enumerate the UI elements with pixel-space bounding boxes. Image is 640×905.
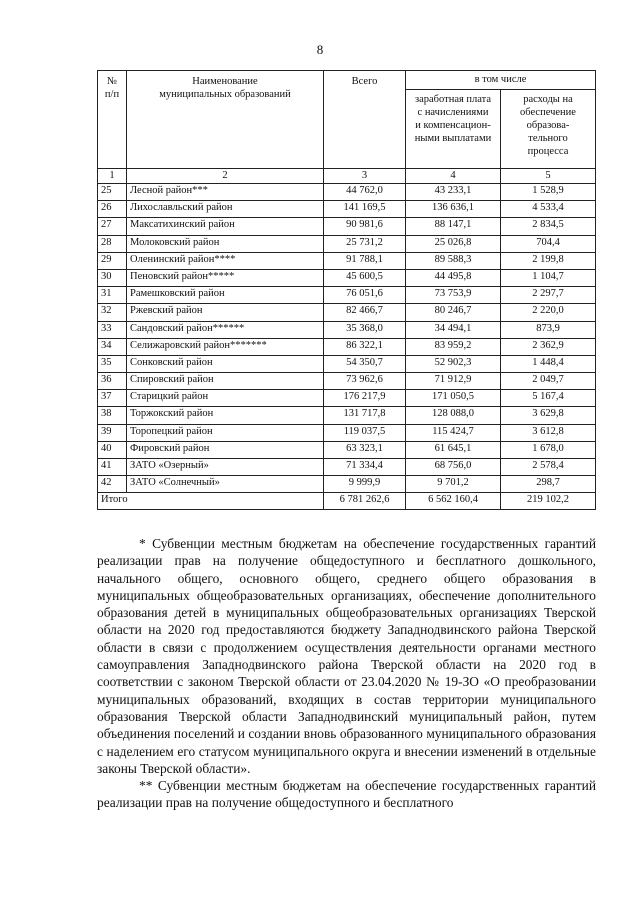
total-value: 54 350,7 xyxy=(324,355,406,372)
total-value: 73 962,6 xyxy=(324,373,406,390)
salary-value: 171 050,5 xyxy=(406,390,501,407)
total-value: 76 051,6 xyxy=(324,287,406,304)
row-number: 29 xyxy=(98,252,127,269)
column-index-row xyxy=(98,169,596,184)
total-value: 35 368,0 xyxy=(324,321,406,338)
expenses-value: 3 612,8 xyxy=(501,424,596,441)
grand-total-value: 6 781 262,6 xyxy=(324,493,406,510)
row-number: 40 xyxy=(98,441,127,458)
expenses-value: 298,7 xyxy=(501,476,596,493)
expenses-value: 2 297,7 xyxy=(501,287,596,304)
salary-value: 25 026,8 xyxy=(406,235,501,252)
total-value: 9 999,9 xyxy=(324,476,406,493)
salary-value: 68 756,0 xyxy=(406,459,501,476)
expenses-value: 704,4 xyxy=(501,235,596,252)
total-value: 176 217,9 xyxy=(324,390,406,407)
salary-value: 71 912,9 xyxy=(406,373,501,390)
table-row xyxy=(98,287,596,304)
table-row xyxy=(98,252,596,269)
row-number: 38 xyxy=(98,407,127,424)
district-name: Сонковский район xyxy=(127,355,324,372)
total-value: 131 717,8 xyxy=(324,407,406,424)
table-row xyxy=(98,235,596,252)
district-name: Лихославльский район xyxy=(127,201,324,218)
district-name: Сандовский район****** xyxy=(127,321,324,338)
table-row xyxy=(98,373,596,390)
col-index: 4 xyxy=(406,169,501,184)
row-number: 36 xyxy=(98,373,127,390)
salary-value: 43 233,1 xyxy=(406,184,501,201)
district-name: Молоковский район xyxy=(127,235,324,252)
expenses-value: 2 049,7 xyxy=(501,373,596,390)
total-value: 119 037,5 xyxy=(324,424,406,441)
table-row xyxy=(98,321,596,338)
salary-value: 88 147,1 xyxy=(406,218,501,235)
table-row xyxy=(98,441,596,458)
expenses-value: 2 362,9 xyxy=(501,338,596,355)
row-number: 39 xyxy=(98,424,127,441)
header-num: № п/п xyxy=(98,71,127,169)
total-value: 91 788,1 xyxy=(324,252,406,269)
header-salary: заработная плата с начислениями и компенсацион- ными выплатами xyxy=(406,90,501,169)
row-number: 25 xyxy=(98,184,127,201)
salary-value: 80 246,7 xyxy=(406,304,501,321)
expenses-value: 2 834,5 xyxy=(501,218,596,235)
district-name: Спировский район xyxy=(127,373,324,390)
district-name: Ржевский район xyxy=(127,304,324,321)
table-row xyxy=(98,269,596,286)
total-value: 25 731,2 xyxy=(324,235,406,252)
district-name: ЗАТО «Озерный» xyxy=(127,459,324,476)
expenses-value: 5 167,4 xyxy=(501,390,596,407)
salary-value: 44 495,8 xyxy=(406,269,501,286)
district-name: Фировский район xyxy=(127,441,324,458)
total-value: 44 762,0 xyxy=(324,184,406,201)
salary-value: 9 701,2 xyxy=(406,476,501,493)
district-name: Торопецкий район xyxy=(127,424,324,441)
row-number: 34 xyxy=(98,338,127,355)
total-value: 82 466,7 xyxy=(324,304,406,321)
table-row xyxy=(98,355,596,372)
col-index: 5 xyxy=(501,169,596,184)
table-row xyxy=(98,476,596,493)
footnotes xyxy=(97,535,596,812)
district-name: Максатихинский район xyxy=(127,218,324,235)
salary-value: 34 494,1 xyxy=(406,321,501,338)
row-number: 32 xyxy=(98,304,127,321)
table-row xyxy=(98,304,596,321)
expenses-value: 2 220,0 xyxy=(501,304,596,321)
district-name: ЗАТО «Солнечный» xyxy=(127,476,324,493)
row-number: 42 xyxy=(98,476,127,493)
page-number: 8 xyxy=(316,42,324,57)
table-row xyxy=(98,338,596,355)
salary-value: 115 424,7 xyxy=(406,424,501,441)
expenses-value: 4 533,4 xyxy=(501,201,596,218)
row-number: 26 xyxy=(98,201,127,218)
district-name: Пеновский район***** xyxy=(127,269,324,286)
district-name: Торжокский район xyxy=(127,407,324,424)
total-value: 90 981,6 xyxy=(324,218,406,235)
total-label: Итого xyxy=(98,493,324,510)
expenses-value: 1 528,9 xyxy=(501,184,596,201)
expenses-value: 2 578,4 xyxy=(501,459,596,476)
row-number: 35 xyxy=(98,355,127,372)
district-name: Старицкий район xyxy=(127,390,324,407)
salary-value: 83 959,2 xyxy=(406,338,501,355)
row-number: 30 xyxy=(98,269,127,286)
footnote-2: ** Субвенции местным бюджетам на обеспечение государственных гарантий реализации прав на получение общедоступного и бесплатного xyxy=(97,778,596,811)
table-row xyxy=(98,201,596,218)
salary-value: 61 645,1 xyxy=(406,441,501,458)
table-row xyxy=(98,424,596,441)
row-number: 37 xyxy=(98,390,127,407)
row-number: 31 xyxy=(98,287,127,304)
table-body xyxy=(98,169,596,510)
header-expenses: расходы на обеспечение образова- тельного процесса xyxy=(501,90,596,169)
row-number: 41 xyxy=(98,459,127,476)
grand-salary-value: 6 562 160,4 xyxy=(406,493,501,510)
expenses-value: 873,9 xyxy=(501,321,596,338)
table-row xyxy=(98,390,596,407)
total-value: 45 600,5 xyxy=(324,269,406,286)
table-row xyxy=(98,407,596,424)
district-name: Селижаровский район******* xyxy=(127,338,324,355)
header-total: Всего xyxy=(324,71,406,169)
district-name: Рамешковский район xyxy=(127,287,324,304)
district-name: Лесной район*** xyxy=(127,184,324,201)
expenses-value: 1 104,7 xyxy=(501,269,596,286)
expenses-value: 3 629,8 xyxy=(501,407,596,424)
expenses-value: 2 199,8 xyxy=(501,252,596,269)
footnote-1: * Субвенции местным бюджетам на обеспечение государственных гарантий реализации прав на получение общедоступного и бесплатного дошкольного, начального общего, основного общего, среднего общего образования в муниципальных общеобразовательных организациях, обеспечение дополнительного образования детей в муниципальных общеобразовательных организациях Тверской области на 2020 год предоставляются бюджету Западнодвинского района Тверской области в связи с продолжением осуществления деятельности органами местного самоуправления Западнодвинского района Тверской области на 2020 год в соответствии с законом Тверской области от 23.04.2020 № 19-ЗО «О преобразовании муниципальных образований, входящих в состав территории муниципального образования Тверской области Западнодвинский муниципальный район, путем объединения поселений и создании вновь образованного муниципального образования с наделением его статусом муниципального округа и внесении изменений в отдельные законы Тверской области». xyxy=(97,536,596,776)
subvention-table xyxy=(97,70,596,510)
row-number: 27 xyxy=(98,218,127,235)
col-index: 1 xyxy=(98,169,127,184)
header-name: Наименование муниципальных образований xyxy=(127,71,324,169)
total-value: 63 323,1 xyxy=(324,441,406,458)
grand-expenses-value: 219 102,2 xyxy=(501,493,596,510)
salary-value: 89 588,3 xyxy=(406,252,501,269)
total-row xyxy=(98,493,596,510)
total-value: 141 169,5 xyxy=(324,201,406,218)
expenses-value: 1 678,0 xyxy=(501,441,596,458)
expenses-value: 1 448,4 xyxy=(501,355,596,372)
header-including: в том числе xyxy=(406,71,596,90)
table-row xyxy=(98,218,596,235)
salary-value: 73 753,9 xyxy=(406,287,501,304)
salary-value: 128 088,0 xyxy=(406,407,501,424)
total-value: 86 322,1 xyxy=(324,338,406,355)
table-row xyxy=(98,184,596,201)
col-index: 2 xyxy=(127,169,324,184)
salary-value: 52 902,3 xyxy=(406,355,501,372)
salary-value: 136 636,1 xyxy=(406,201,501,218)
table-row xyxy=(98,459,596,476)
row-number: 33 xyxy=(98,321,127,338)
row-number: 28 xyxy=(98,235,127,252)
total-value: 71 334,4 xyxy=(324,459,406,476)
col-index: 3 xyxy=(324,169,406,184)
district-name: Оленинский район**** xyxy=(127,252,324,269)
